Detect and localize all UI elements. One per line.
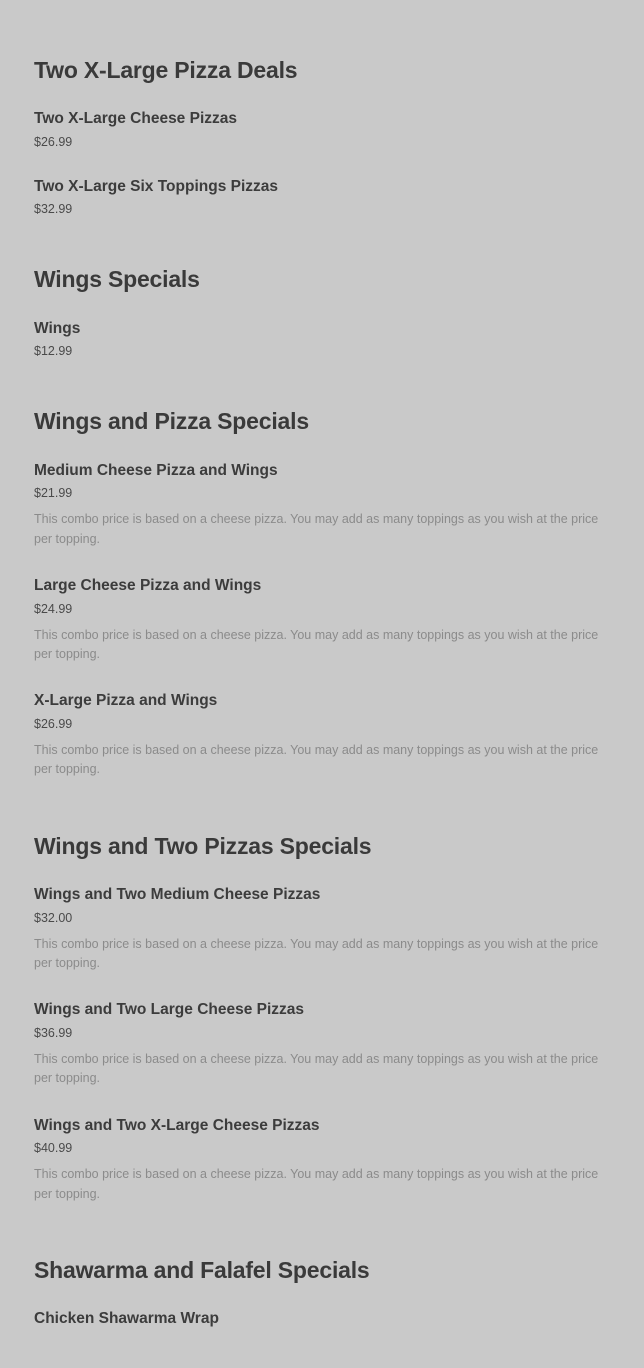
section-divider-spacer [34, 359, 610, 409]
menu-item-name: Wings and Two X-Large Cheese Pizzas [34, 1116, 320, 1134]
menu-item-name: Wings and Two Medium Cheese Pizzas [34, 886, 321, 903]
menu-item-description: This combo price is based on a cheese pizza. You may add as many toppings as you wish at the price per topping. [34, 742, 599, 777]
menu-item[interactable] [34, 462, 610, 549]
section-divider-spacer [34, 217, 610, 267]
top-spacer [34, 0, 610, 58]
section-title: Wings Specials [34, 266, 200, 293]
menu-item-description: This combo price is based on a cheese pizza. You may add as many toppings as you wish at the price per topping. [34, 936, 599, 970]
section-item-list [34, 462, 610, 780]
menu-item-name: Wings and Two Large Cheese Pizzas [34, 1001, 305, 1019]
menu-item[interactable] [34, 1310, 610, 1329]
menu-item-price: $21.99 [34, 486, 73, 501]
menu-section-wings-specials [34, 267, 610, 359]
menu-item-name: Two X-Large Six Toppings Pizzas [34, 177, 279, 195]
menu-item[interactable] [34, 320, 610, 360]
menu-item-price: $12.99 [34, 344, 73, 359]
menu-item-price: $32.00 [34, 910, 73, 925]
menu-section-shawarma-and-falafel-specials [34, 1258, 610, 1329]
menu-item-name: Wings [34, 319, 81, 337]
menu-item-description: This combo price is based on a cheese pizza. You may add as many toppings as you wish at the price per topping. [34, 512, 599, 546]
menu-item-price: $40.99 [34, 1141, 73, 1156]
menu-item[interactable] [34, 577, 610, 664]
menu-section-wings-and-two-pizzas-specials [34, 834, 610, 1204]
menu-item-name: Large Cheese Pizza and Wings [34, 577, 262, 595]
menu-item[interactable] [34, 692, 610, 779]
menu-item-price: $26.99 [34, 716, 73, 731]
menu-section-two-x-large-pizza-deals [34, 58, 610, 217]
section-item-list [34, 886, 610, 1204]
menu-item-description: This combo price is based on a cheese pizza. You may add as many toppings as you wish at the price per topping. [34, 627, 599, 661]
section-title: Wings and Two Pizzas Specials [34, 832, 372, 859]
menu-item-description: This combo price is based on a cheese pizza. You may add as many toppings as you wish at the price per topping. [34, 1051, 599, 1086]
section-divider-spacer [34, 780, 610, 834]
menu-item-name: Two X-Large Cheese Pizzas [34, 110, 237, 128]
menu-item[interactable] [34, 1001, 610, 1088]
section-item-list [34, 320, 610, 360]
section-item-list [34, 110, 610, 217]
section-item-list [34, 1310, 610, 1329]
menu-item-price: $26.99 [34, 134, 73, 149]
menu-item[interactable] [34, 886, 610, 973]
menu-item-price: $24.99 [34, 601, 73, 616]
menu-item-name: Medium Cheese Pizza and Wings [34, 461, 278, 479]
menu-item-name: Chicken Shawarma Wrap [34, 1310, 219, 1328]
menu-item[interactable] [34, 110, 610, 150]
section-divider-spacer [34, 1204, 610, 1258]
menu-section-wings-and-pizza-specials [34, 409, 610, 779]
section-title: Wings and Pizza Specials [34, 408, 309, 435]
menu-item-price: $36.99 [34, 1025, 73, 1040]
menu-item-description: This combo price is based on a cheese pizza. You may add as many toppings as you wish at the price per topping. [34, 1167, 599, 1201]
section-title: Shawarma and Falafel Specials [34, 1257, 370, 1284]
menu-item[interactable] [34, 1117, 610, 1204]
menu-item-price: $32.99 [34, 202, 73, 217]
menu-item[interactable] [34, 178, 610, 218]
menu-item-name: X-Large Pizza and Wings [34, 692, 218, 710]
section-title: Two X-Large Pizza Deals [34, 57, 298, 83]
